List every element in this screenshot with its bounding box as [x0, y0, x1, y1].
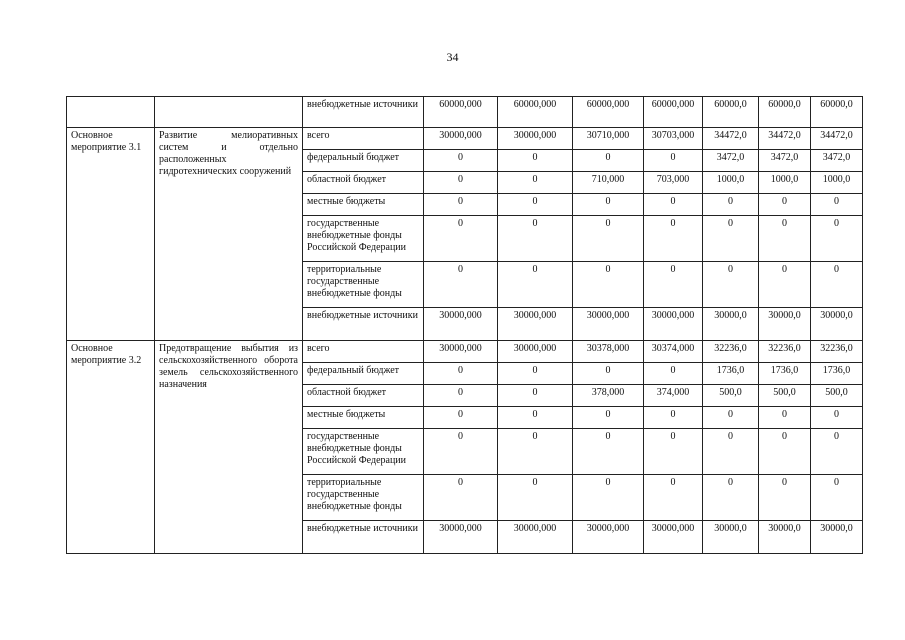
value-cell: 30000,000	[424, 521, 498, 554]
value-cell: 0	[811, 429, 863, 475]
value-cell: 500,0	[703, 385, 759, 407]
value-cell: 0	[644, 407, 703, 429]
value-cell: 0	[811, 194, 863, 216]
value-cell: 3472,0	[703, 150, 759, 172]
measure-title-cell: Основное мероприятие 3.1	[67, 128, 155, 341]
value-cell: 3472,0	[759, 150, 811, 172]
value-cell: 0	[759, 216, 811, 262]
value-cell: 0	[424, 475, 498, 521]
value-cell: 30000,0	[811, 521, 863, 554]
value-cell: 0	[644, 429, 703, 475]
value-cell: 30000,0	[703, 521, 759, 554]
value-cell: 0	[573, 407, 644, 429]
value-cell: 0	[424, 363, 498, 385]
value-cell: 60000,000	[573, 97, 644, 128]
value-cell: 34472,0	[759, 128, 811, 150]
value-cell: 0	[703, 475, 759, 521]
value-cell: 0	[573, 475, 644, 521]
value-cell: 0	[498, 216, 573, 262]
value-cell: 0	[424, 262, 498, 308]
value-cell: 30000,000	[573, 308, 644, 341]
value-cell: 30000,0	[703, 308, 759, 341]
value-cell: 30374,000	[644, 341, 703, 363]
value-cell: 0	[573, 194, 644, 216]
value-cell: 30710,000	[573, 128, 644, 150]
value-cell: 0	[759, 194, 811, 216]
funding-source-cell: областной бюджет	[303, 385, 424, 407]
funding-source-cell: государственные внебюджетные фонды Российской Федерации	[303, 429, 424, 475]
value-cell: 0	[424, 150, 498, 172]
value-cell: 30000,000	[498, 521, 573, 554]
value-cell: 500,0	[811, 385, 863, 407]
value-cell: 0	[573, 363, 644, 385]
value-cell: 0	[498, 194, 573, 216]
value-cell: 30000,000	[573, 521, 644, 554]
measure-description-line: сельскохозяйственного оборота земель сельскохозяйственного назначения	[159, 355, 298, 390]
value-cell: 0	[573, 429, 644, 475]
table-row	[67, 341, 863, 363]
measure-description-line: расположенных гидротехнических сооружений	[159, 154, 292, 177]
value-cell: 30000,0	[759, 521, 811, 554]
value-cell: 60000,0	[811, 97, 863, 128]
funding-source-cell: территориальные государственные внебюджетные фонды	[303, 475, 424, 521]
value-cell: 703,000	[644, 172, 703, 194]
table-row	[67, 128, 863, 150]
value-cell: 0	[424, 194, 498, 216]
funding-source-cell: внебюджетные источники	[303, 308, 424, 341]
value-cell: 0	[759, 429, 811, 475]
value-cell: 710,000	[573, 172, 644, 194]
empty-description-cell	[155, 97, 303, 128]
value-cell: 30000,000	[498, 308, 573, 341]
value-cell: 0	[759, 262, 811, 308]
table-row	[67, 97, 863, 128]
value-cell: 34472,0	[811, 128, 863, 150]
value-cell: 60000,000	[424, 97, 498, 128]
value-cell: 0	[811, 407, 863, 429]
value-cell: 378,000	[573, 385, 644, 407]
value-cell: 0	[703, 262, 759, 308]
measure-description-line: Развитие мелиоративных	[159, 130, 298, 141]
value-cell: 0	[703, 429, 759, 475]
funding-source-cell: федеральный бюджет	[303, 363, 424, 385]
value-cell: 0	[703, 194, 759, 216]
value-cell: 0	[424, 407, 498, 429]
value-cell: 0	[644, 216, 703, 262]
value-cell: 0	[424, 429, 498, 475]
measure-title-cell: Основное мероприятие 3.2	[67, 341, 155, 554]
value-cell: 0	[644, 475, 703, 521]
value-cell: 0	[498, 150, 573, 172]
value-cell: 0	[498, 363, 573, 385]
value-cell: 30000,0	[811, 308, 863, 341]
value-cell: 0	[644, 363, 703, 385]
value-cell: 30000,000	[498, 128, 573, 150]
measure-description-cell	[155, 128, 303, 341]
value-cell: 0	[759, 407, 811, 429]
value-cell: 32236,0	[759, 341, 811, 363]
value-cell: 0	[573, 150, 644, 172]
value-cell: 60000,000	[644, 97, 703, 128]
funding-source-cell: местные бюджеты	[303, 194, 424, 216]
value-cell: 1000,0	[759, 172, 811, 194]
empty-title-cell	[67, 97, 155, 128]
value-cell: 60000,0	[759, 97, 811, 128]
value-cell: 30000,0	[759, 308, 811, 341]
funding-source-cell: внебюджетные источники	[303, 97, 424, 128]
value-cell: 0	[573, 262, 644, 308]
value-cell: 3472,0	[811, 150, 863, 172]
value-cell: 0	[811, 262, 863, 308]
measure-description-cell	[155, 341, 303, 554]
value-cell: 30378,000	[573, 341, 644, 363]
value-cell: 0	[498, 172, 573, 194]
value-cell: 0	[498, 385, 573, 407]
funding-source-cell: областной бюджет	[303, 172, 424, 194]
value-cell: 1000,0	[703, 172, 759, 194]
value-cell: 1000,0	[811, 172, 863, 194]
budget-table	[66, 96, 863, 554]
value-cell: 0	[498, 407, 573, 429]
value-cell: 0	[424, 216, 498, 262]
value-cell: 0	[573, 216, 644, 262]
value-cell: 0	[703, 407, 759, 429]
value-cell: 0	[644, 150, 703, 172]
value-cell: 0	[498, 475, 573, 521]
funding-source-cell: всего	[303, 128, 424, 150]
value-cell: 0	[759, 475, 811, 521]
value-cell: 30703,000	[644, 128, 703, 150]
value-cell: 374,000	[644, 385, 703, 407]
value-cell: 30000,000	[644, 308, 703, 341]
measure-description-line: Предотвращение выбытия из	[159, 343, 298, 354]
value-cell: 30000,000	[644, 521, 703, 554]
budget-table-body	[67, 97, 863, 554]
value-cell: 0	[498, 429, 573, 475]
value-cell: 30000,000	[498, 341, 573, 363]
value-cell: 0	[811, 475, 863, 521]
value-cell: 1736,0	[811, 363, 863, 385]
funding-source-cell: всего	[303, 341, 424, 363]
funding-source-cell: государственные внебюджетные фонды Российской Федерации	[303, 216, 424, 262]
value-cell: 0	[811, 216, 863, 262]
funding-source-cell: территориальные государственные внебюджетные фонды	[303, 262, 424, 308]
value-cell: 0	[424, 385, 498, 407]
page-number: 34	[446, 50, 459, 64]
funding-source-cell: федеральный бюджет	[303, 150, 424, 172]
funding-source-cell: местные бюджеты	[303, 407, 424, 429]
value-cell: 0	[644, 262, 703, 308]
value-cell: 30000,000	[424, 128, 498, 150]
value-cell: 0	[644, 194, 703, 216]
value-cell: 32236,0	[811, 341, 863, 363]
value-cell: 1736,0	[703, 363, 759, 385]
value-cell: 0	[424, 172, 498, 194]
value-cell: 0	[703, 216, 759, 262]
value-cell: 30000,000	[424, 308, 498, 341]
value-cell: 60000,0	[703, 97, 759, 128]
value-cell: 34472,0	[703, 128, 759, 150]
funding-source-cell: внебюджетные источники	[303, 521, 424, 554]
value-cell: 0	[498, 262, 573, 308]
measure-description-line: систем и отдельно	[159, 142, 298, 153]
value-cell: 500,0	[759, 385, 811, 407]
value-cell: 30000,000	[424, 341, 498, 363]
value-cell: 1736,0	[759, 363, 811, 385]
value-cell: 32236,0	[703, 341, 759, 363]
value-cell: 60000,000	[498, 97, 573, 128]
